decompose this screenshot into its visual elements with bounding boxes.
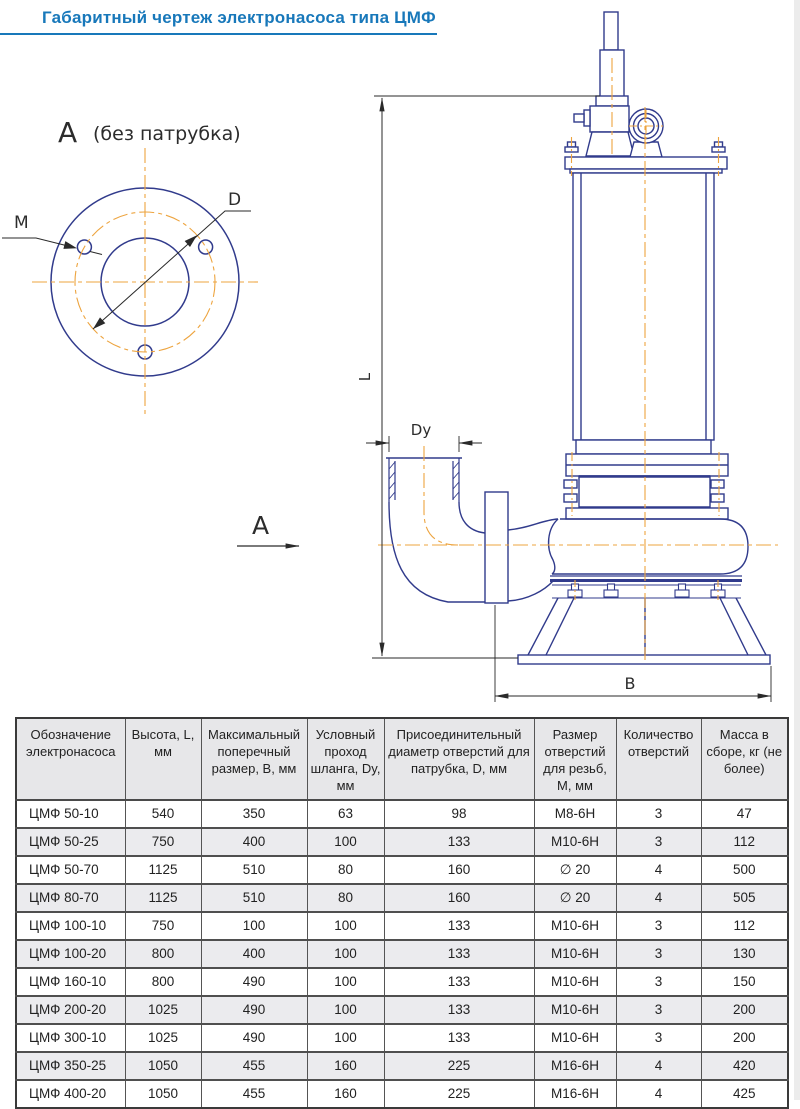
value-cell: 510 — [201, 856, 307, 884]
value-cell: 3 — [616, 1024, 701, 1052]
elbow-outer — [389, 502, 485, 602]
value-cell: 47 — [701, 800, 788, 828]
value-cell: 100 — [307, 996, 384, 1024]
column-header: Условный проход шланга, Dy, мм — [307, 718, 384, 800]
value-cell: 1025 — [125, 1024, 201, 1052]
value-cell: 80 — [307, 856, 384, 884]
table-row — [16, 828, 788, 856]
value-cell: 133 — [384, 1024, 534, 1052]
value-cell: 490 — [201, 996, 307, 1024]
value-cell: 500 — [701, 856, 788, 884]
column-header: Масса в сборе, кг (не более) — [701, 718, 788, 800]
label-view-arrow: А — [252, 511, 270, 540]
value-cell: ∅ 20 — [534, 884, 616, 912]
label-dy: Dy — [410, 421, 432, 439]
value-cell: 4 — [616, 884, 701, 912]
value-cell: 160 — [384, 856, 534, 884]
value-cell: 80 — [307, 884, 384, 912]
value-cell: М10-6Н — [534, 940, 616, 968]
column-header: Высота, L, мм — [125, 718, 201, 800]
value-cell: 350 — [201, 800, 307, 828]
pump-designation-cell: ЦМФ 50-70 — [16, 856, 125, 884]
value-cell: М10-6Н — [534, 912, 616, 940]
spec-table-wrap — [15, 717, 787, 1109]
value-cell: 750 — [125, 912, 201, 940]
label-m: М — [14, 213, 29, 233]
table-row — [16, 1024, 788, 1052]
value-cell: 3 — [616, 968, 701, 996]
value-cell: 540 — [125, 800, 201, 828]
column-header: Количество отверстий — [616, 718, 701, 800]
value-cell: 130 — [701, 940, 788, 968]
value-cell: 1125 — [125, 884, 201, 912]
value-cell: 100 — [201, 912, 307, 940]
spec-table — [15, 717, 789, 1109]
stand-legs — [528, 598, 766, 655]
value-cell: 490 — [201, 968, 307, 996]
cable-gland — [590, 106, 629, 132]
value-cell: 4 — [616, 856, 701, 884]
value-cell: 200 — [701, 996, 788, 1024]
value-cell: 160 — [384, 884, 534, 912]
value-cell: 420 — [701, 1052, 788, 1080]
base-plate — [518, 655, 770, 664]
pump-casing — [552, 519, 748, 574]
value-cell: 3 — [616, 996, 701, 1024]
flange-view-note: (без патрубка) — [93, 123, 241, 145]
label-b: В — [624, 674, 636, 693]
value-cell: 133 — [384, 940, 534, 968]
column-header: Размер отверстий для резьб, М, мм — [534, 718, 616, 800]
value-cell: 133 — [384, 968, 534, 996]
pump-side-view — [237, 12, 778, 702]
value-cell: 100 — [307, 912, 384, 940]
flange-view-title: А — [58, 116, 78, 149]
value-cell: М10-6Н — [534, 968, 616, 996]
value-cell: 1125 — [125, 856, 201, 884]
table-row — [16, 800, 788, 828]
cable-stub — [604, 12, 618, 50]
page-title: Габаритный чертеж электронасоса типа ЦМФ — [42, 8, 436, 27]
value-cell: ∅ 20 — [534, 856, 616, 884]
value-cell: 400 — [201, 828, 307, 856]
value-cell: М16-6Н — [534, 1052, 616, 1080]
value-cell: 100 — [307, 828, 384, 856]
value-cell: 100 — [307, 940, 384, 968]
value-cell: 505 — [701, 884, 788, 912]
value-cell: 490 — [201, 1024, 307, 1052]
value-cell: М10-6Н — [534, 996, 616, 1024]
value-cell: 133 — [384, 828, 534, 856]
value-cell: 225 — [384, 1052, 534, 1080]
value-cell: 112 — [701, 828, 788, 856]
value-cell: 1050 — [125, 1052, 201, 1080]
pump-designation-cell: ЦМФ 80-70 — [16, 884, 125, 912]
value-cell: 1050 — [125, 1080, 201, 1108]
value-cell: 800 — [125, 968, 201, 996]
pump-designation-cell: ЦМФ 200-20 — [16, 996, 125, 1024]
value-cell: 112 — [701, 912, 788, 940]
table-row — [16, 1080, 788, 1108]
column-header: Максимальный поперечный размер, В, мм — [201, 718, 307, 800]
table-row — [16, 1052, 788, 1080]
value-cell: 455 — [201, 1052, 307, 1080]
pump-designation-cell: ЦМФ 100-20 — [16, 940, 125, 968]
value-cell: 4 — [616, 1080, 701, 1108]
value-cell: М10-6Н — [534, 1024, 616, 1052]
value-cell: М10-6Н — [534, 828, 616, 856]
value-cell: 425 — [701, 1080, 788, 1108]
value-cell: 510 — [201, 884, 307, 912]
motor-housing — [573, 173, 714, 440]
column-header: Обозначение электронасоса — [16, 718, 125, 800]
value-cell: 4 — [616, 1052, 701, 1080]
pump-designation-cell: ЦМФ 50-25 — [16, 828, 125, 856]
table-row — [16, 940, 788, 968]
pump-designation-cell: ЦМФ 160-10 — [16, 968, 125, 996]
value-cell: 160 — [307, 1080, 384, 1108]
value-cell: 150 — [701, 968, 788, 996]
value-cell: 133 — [384, 996, 534, 1024]
pump-designation-cell: ЦМФ 50-10 — [16, 800, 125, 828]
pump-designation-cell: ЦМФ 300-10 — [16, 1024, 125, 1052]
value-cell: 225 — [384, 1080, 534, 1108]
pump-designation-cell: ЦМФ 350-25 — [16, 1052, 125, 1080]
value-cell: М16-6Н — [534, 1080, 616, 1108]
dimension-d — [93, 211, 251, 329]
table-row — [16, 884, 788, 912]
value-cell: 455 — [201, 1080, 307, 1108]
value-cell: 98 — [384, 800, 534, 828]
table-row — [16, 912, 788, 940]
value-cell: 200 — [701, 1024, 788, 1052]
value-cell: 400 — [201, 940, 307, 968]
discharge-flange — [485, 492, 508, 603]
pump-designation-cell: ЦМФ 100-10 — [16, 912, 125, 940]
value-cell: 63 — [307, 800, 384, 828]
label-d: D — [228, 190, 242, 210]
flange-view — [2, 116, 258, 416]
table-header — [16, 718, 788, 800]
value-cell: 3 — [616, 912, 701, 940]
table-row — [16, 968, 788, 996]
pump-designation-cell: ЦМФ 400-20 — [16, 1080, 125, 1108]
value-cell: 3 — [616, 800, 701, 828]
value-cell: 160 — [307, 1052, 384, 1080]
value-cell: 750 — [125, 828, 201, 856]
table-row — [16, 856, 788, 884]
value-cell: 100 — [307, 1024, 384, 1052]
value-cell: 3 — [616, 828, 701, 856]
value-cell: М8-6Н — [534, 800, 616, 828]
table-row — [16, 996, 788, 1024]
column-header: Присоединительный диаметр отверстий для патрубка, D, мм — [384, 718, 534, 800]
value-cell: 3 — [616, 940, 701, 968]
elbow-inner — [459, 502, 485, 533]
value-cell: 100 — [307, 968, 384, 996]
value-cell: 1025 — [125, 996, 201, 1024]
view-arrow-a — [237, 511, 299, 546]
table-body — [16, 800, 788, 1108]
value-cell: 133 — [384, 912, 534, 940]
value-cell: 800 — [125, 940, 201, 968]
label-l: L — [356, 372, 374, 382]
